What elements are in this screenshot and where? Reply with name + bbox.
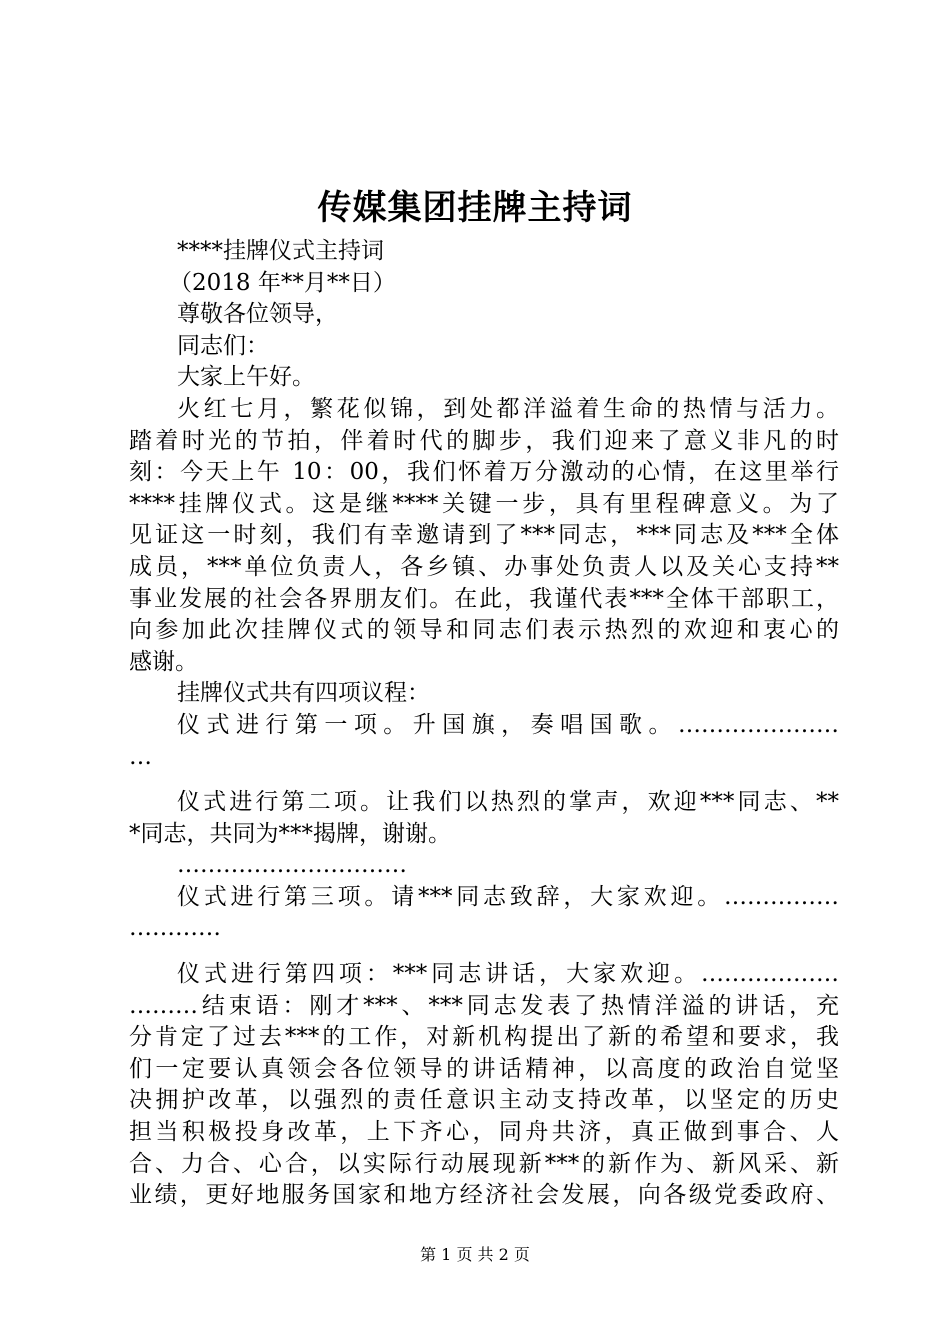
body-line: 事业发展的社会各界朋友们。在此，我谨代表***全体干部职工， xyxy=(129,585,839,612)
body-line: 仪式进行第四项：***同志讲话，大家欢迎。……………… xyxy=(177,961,839,988)
body-line: 火红七月，繁花似锦，到处都洋溢着生命的热情与活力。 xyxy=(177,395,839,422)
body-line: 踏着时光的节拍，伴着时代的脚步，我们迎来了意义非凡的时 xyxy=(129,427,839,454)
body-line: 们一定要认真领会各位领导的讲话精神，以高度的政治自觉坚 xyxy=(129,1055,839,1082)
body-line: 感谢。 xyxy=(129,648,198,675)
body-line: 仪式进行第一项。升国旗，奏唱国歌。………………… xyxy=(177,711,839,738)
body-line: 成员，***单位负责人，各乡镇、办事处负责人以及关心支持** xyxy=(129,553,839,580)
body-line: 担当积极投身改革，上下齐心，同舟共济，真正做到事合、人 xyxy=(129,1119,839,1146)
body-line: *同志，共同为***揭牌，谢谢。 xyxy=(129,820,451,847)
body-line: 尊敬各位领导， xyxy=(177,301,338,328)
body-line: 大家上午好。 xyxy=(177,364,315,391)
body-line: 刻：今天上午 10：00，我们怀着万分激动的心情，在这里举行 xyxy=(129,459,839,486)
body-line: 挂牌仪式共有四项议程： xyxy=(177,680,430,707)
body-line: 分肯定了过去***的工作，对新机构提出了新的希望和要求，我 xyxy=(129,1024,839,1051)
body-line: ………结束语：刚才***、***同志发表了热情洋溢的讲话，充 xyxy=(129,992,839,1019)
document-body xyxy=(129,236,839,1212)
body-line: 仪式进行第三项。请***同志致辞，大家欢迎。…………… xyxy=(177,883,839,910)
document-title: 传媒集团挂牌主持词 xyxy=(317,188,633,228)
paragraph-gap xyxy=(129,773,839,787)
body-line: 决拥护改革，以强烈的责任意识主动支持改革，以坚定的历史 xyxy=(129,1087,839,1114)
body-line: 同志们： xyxy=(177,332,269,359)
body-line: 业绩，更好地服务国家和地方经济社会发展，向各级党委政府、 xyxy=(129,1182,839,1209)
body-line: 仪式进行第二项。让我们以热烈的掌声，欢迎***同志、** xyxy=(177,789,839,816)
body-line: 合、力合、心合，以实际行动展现新***的新作为、新风采、新 xyxy=(129,1150,839,1177)
body-line: （2018 年**月**日） xyxy=(169,269,396,296)
paragraph-gap xyxy=(129,945,839,959)
body-line: ………………………… xyxy=(177,852,407,879)
body-line: ****挂牌仪式主持词 xyxy=(177,238,384,264)
body-line: 向参加此次挂牌仪式的领导和同志们表示热烈的欢迎和衷心的 xyxy=(129,617,839,644)
page-footer: 第 1 页 共 2 页 xyxy=(420,1245,530,1264)
body-line: ****挂牌仪式。这是继****关键一步，具有里程碑意义。为了 xyxy=(129,490,839,517)
body-line: 见证这一时刻，我们有幸邀请到了***同志，***同志及***全体 xyxy=(129,522,839,549)
body-line: ………… xyxy=(129,915,221,942)
body-line: … xyxy=(129,743,152,770)
